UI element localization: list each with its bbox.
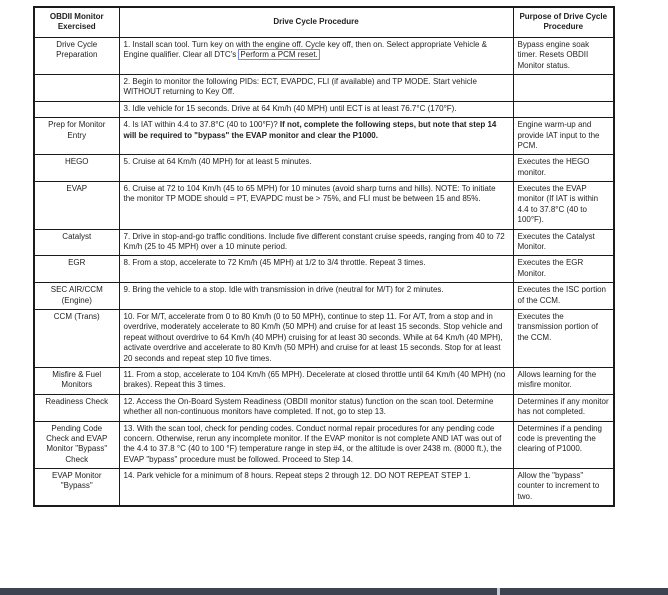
purpose-cell: Determines if any monitor has not completed. [513, 394, 614, 421]
monitor-exercised-cell: SEC AIR/CCM (Engine) [34, 283, 119, 310]
table-row [34, 229, 614, 256]
procedure-text-segment: 8. From a stop, accelerate to 72 Km/h (45 MPH) at 1/2 to 3/4 throttle. Repeat 3 times. [123, 258, 426, 268]
table-row [34, 256, 614, 283]
procedure-cell [119, 101, 513, 117]
procedure-cell [119, 155, 513, 182]
table-row [34, 283, 614, 310]
header-obdii-monitor-exercised: OBDII Monitor Exercised [34, 7, 119, 37]
monitor-exercised-cell: EGR [34, 256, 119, 283]
drive-cycle-table [33, 6, 615, 507]
procedure-text-segment: 14. Park vehicle for a minimum of 8 hours. Repeat steps 2 through 12. DO NOT REPEAT STEP 1. [123, 471, 471, 481]
table-row [34, 37, 614, 74]
scrollbar-divider [497, 588, 500, 595]
procedure-text-segment: 7. Drive in stop-and-go traffic conditions. Include five different constant cruise speeds, ranging from 40 to 72 Km/h (25 to 45 MPH) over a 10 minute period. [123, 231, 505, 252]
horizontal-scrollbar[interactable] [0, 588, 668, 595]
table-row [34, 421, 614, 469]
header-drive-cycle-procedure: Drive Cycle Procedure [119, 7, 513, 37]
procedure-cell [119, 37, 513, 74]
procedure-cell [119, 74, 513, 101]
purpose-cell [513, 101, 614, 117]
procedure-cell [119, 256, 513, 283]
purpose-cell: Executes the Catalyst Monitor. [513, 229, 614, 256]
purpose-cell: Executes the EGR Monitor. [513, 256, 614, 283]
procedure-cell [119, 283, 513, 310]
procedure-cell [119, 118, 513, 155]
procedure-text-segment: 2. Begin to monitor the following PIDs: ECT, EVAPDC, FLI (if available) and TP MODE. Start vehicle WITHOUT returning to Key Off. [123, 76, 477, 97]
monitor-exercised-cell [34, 101, 119, 117]
procedure-text-segment: 1. Install scan tool. Turn key on with the engine off. Cycle key off, then on. Select appropriate Vehicle & Engine qualifier. Clear all DTC's [123, 39, 487, 60]
monitor-exercised-cell: EVAP [34, 182, 119, 230]
monitor-exercised-cell: Readiness Check [34, 394, 119, 421]
purpose-cell: Executes the transmission portion of the CCM. [513, 309, 614, 367]
procedure-cell [119, 421, 513, 469]
procedure-cell [119, 182, 513, 230]
procedure-cell [119, 229, 513, 256]
pcm-reset-link[interactable]: Perform a PCM reset. [240, 50, 318, 60]
monitor-exercised-cell: Pending Code Check and EVAP Monitor "Bypass" Check [34, 421, 119, 469]
procedure-cell [119, 469, 513, 507]
procedure-cell [119, 309, 513, 367]
monitor-exercised-cell: Catalyst [34, 229, 119, 256]
procedure-text-segment: 11. From a stop, accelerate to 104 Km/h (65 MPH). Decelerate at closed throttle until 64 Km/h (40 MPH) (no brakes). Repeat this 3 times. [123, 369, 506, 390]
purpose-cell: Engine warm-up and provide IAT input to the PCM. [513, 118, 614, 155]
purpose-cell: Executes the ISC portion of the CCM. [513, 283, 614, 310]
table-row [34, 74, 614, 101]
monitor-exercised-cell: CCM (Trans) [34, 309, 119, 367]
purpose-cell: Allow the "bypass" counter to increment to two. [513, 469, 614, 507]
table-row [34, 309, 614, 367]
procedure-text-segment: 5. Cruise at 64 Km/h (40 MPH) for at least 5 minutes. [123, 157, 312, 167]
monitor-exercised-cell: Drive Cycle Preparation [34, 37, 119, 74]
monitor-exercised-cell: EVAP Monitor "Bypass" [34, 469, 119, 507]
table-row [34, 155, 614, 182]
procedure-text-segment: 9. Bring the vehicle to a stop. Idle with transmission in drive (neutral for M/T) for 2 minutes. [123, 285, 444, 295]
purpose-cell: Determines if a pending code is preventing the clearing of P1000. [513, 421, 614, 469]
header-purpose-of-drive-cycle-procedure: Purpose of Drive Cycle Procedure [513, 7, 614, 37]
procedure-text-segment: 6. Cruise at 72 to 104 Km/h (45 to 65 MPH) for 10 minutes (avoid sharp turns and hills). NOTE: To initiate the monitor TP MODE should = PT, EVAPDC must be > 75%, and FLI must be between 15 and 85%. [123, 184, 496, 204]
monitor-exercised-cell: HEGO [34, 155, 119, 182]
purpose-cell: Bypass engine soak timer. Resets OBDII Monitor status. [513, 37, 614, 74]
table-row [34, 394, 614, 421]
purpose-cell [513, 74, 614, 101]
monitor-exercised-cell: Prep for Monitor Entry [34, 118, 119, 155]
table-row [34, 101, 614, 117]
table-row [34, 118, 614, 155]
table-row [34, 367, 614, 394]
purpose-cell: Allows learning for the misfire monitor. [513, 367, 614, 394]
table-row [34, 182, 614, 230]
procedure-text-segment: If not, complete the following steps, but note that step 14 will be required to "bypass" the EVAP monitor and clear the P1000. [123, 120, 497, 140]
procedure-cell [119, 367, 513, 394]
purpose-cell: Executes the HEGO monitor. [513, 155, 614, 182]
procedure-text-segment: 3. Idle vehicle for 15 seconds. Drive at 64 Km/h (40 MPH) until ECT is at least 76.7°C (170°F). [123, 103, 457, 113]
table-row [34, 469, 614, 507]
table-body [34, 37, 614, 506]
procedure-text-segment: 10. For M/T, accelerate from 0 to 80 Km/h (0 to 50 MPH), continue to step 11. For A/T, from a stop and in overdrive, moderately accelerate to 80 Km/h (50 MPH) and cruise for at least 15 seconds. Stop vehicle and repeat without overdrive to 64 Km/h (40 MPH) cruising for at least 30 seconds. While at 64 Km/h (40 MPH), activate overdrive and accelerate to 80 Km/h (50 MPH) and cruise for at least 15 seconds. Stop for at least 20 seconds and repeat step 10 five times. [123, 311, 503, 363]
monitor-exercised-cell: Misfire & Fuel Monitors [34, 367, 119, 394]
header-row [34, 7, 614, 37]
monitor-exercised-cell [34, 74, 119, 101]
purpose-cell: Executes the EVAP monitor (If IAT is within 4.4 to 37.8°C (40 to 100°F). [513, 182, 614, 230]
procedure-text-segment: 4. Is IAT within 4.4 to 37.8°C (40 to 100°F)? [123, 120, 280, 130]
procedure-text-segment: 12. Access the On-Board System Readiness (OBDII monitor status) function on the scan tool. Determine whether all non-continuous monitors have completed. If not, go to step 13. [123, 396, 494, 417]
procedure-cell [119, 394, 513, 421]
procedure-text-segment: 13. With the scan tool, check for pending codes. Conduct normal repair procedures for any pending code concern. Otherwise, rerun any incomplete monitor. If the EVAP monitor is not complete AND IAT was out of the 4.4 to 37.8 °C (40 to 100 °F) temperature range in step #4, or the altitude is over 2438 m. (8000 ft.), the EVAP "bypass" procedure must be followed. Proceed to Step 14. [123, 423, 502, 464]
